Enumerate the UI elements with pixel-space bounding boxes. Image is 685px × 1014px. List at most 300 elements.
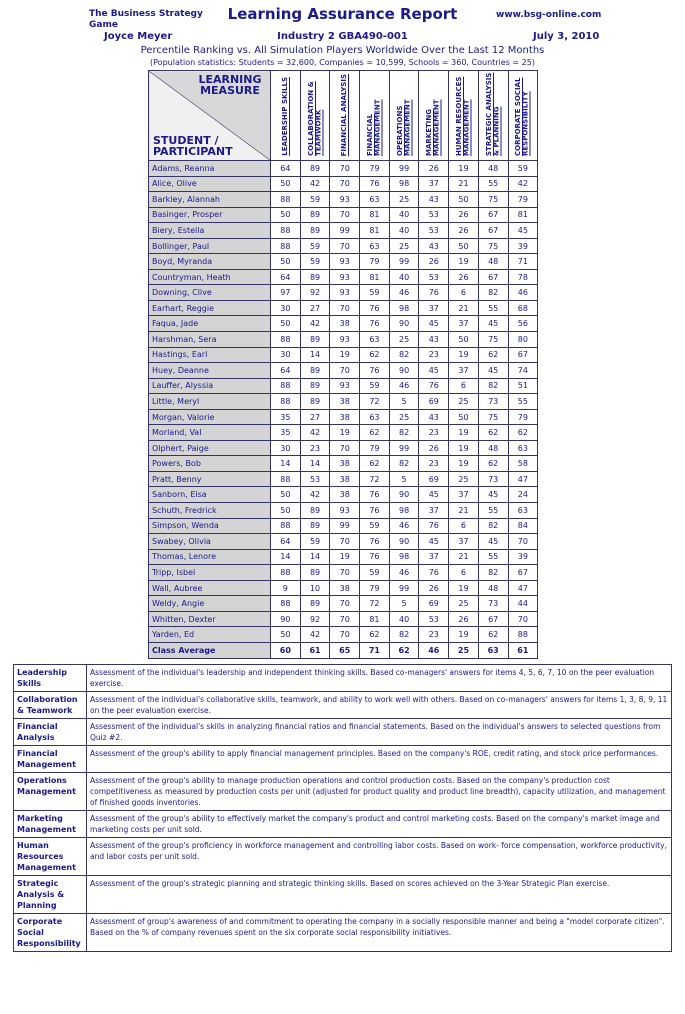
score-cell: 82 <box>389 627 419 643</box>
score-cell: 65 <box>330 642 360 658</box>
score-cell: 67 <box>478 207 508 223</box>
score-cell: 89 <box>300 565 330 581</box>
score-cell: 19 <box>449 254 479 270</box>
score-cell: 47 <box>508 580 538 596</box>
score-cell: 42 <box>300 316 330 332</box>
score-cell: 59 <box>300 254 330 270</box>
score-cell: 14 <box>271 549 301 565</box>
table-row <box>149 580 538 596</box>
table-row <box>149 596 538 612</box>
table-row <box>149 254 538 270</box>
score-cell: 82 <box>478 565 508 581</box>
student-name: Earhart, Reggie <box>149 300 271 316</box>
definition-term: Strategic Analysis & Planning <box>14 876 87 914</box>
score-cell: 38 <box>330 409 360 425</box>
score-cell: 99 <box>389 440 419 456</box>
score-cell: 46 <box>419 642 449 658</box>
table-row <box>149 565 538 581</box>
table-row <box>149 518 538 534</box>
table-row <box>149 363 538 379</box>
score-cell: 75 <box>478 332 508 348</box>
industry-label: Industry 2 GBA490-001 <box>277 31 408 42</box>
score-cell: 82 <box>389 456 419 472</box>
student-name: Little, Meryl <box>149 394 271 410</box>
table-row <box>149 300 538 316</box>
score-cell: 43 <box>419 332 449 348</box>
score-cell: 14 <box>271 456 301 472</box>
score-cell: 89 <box>300 518 330 534</box>
score-cell: 25 <box>389 409 419 425</box>
column-header-label: FINANCIAL MANAGEMENT <box>365 99 382 156</box>
score-cell: 82 <box>478 378 508 394</box>
column-header <box>389 71 419 161</box>
column-header-label: HUMAN RESOURCES MANAGEMENT <box>454 76 471 156</box>
score-cell: 59 <box>300 238 330 254</box>
score-cell: 89 <box>300 207 330 223</box>
player-name: Joyce Meyer <box>104 31 173 42</box>
score-cell: 72 <box>360 596 390 612</box>
table-row <box>149 269 538 285</box>
score-cell: 26 <box>449 611 479 627</box>
score-cell: 70 <box>330 534 360 550</box>
score-cell: 26 <box>419 580 449 596</box>
score-cell: 99 <box>389 161 419 177</box>
score-cell: 19 <box>449 161 479 177</box>
score-cell: 37 <box>419 503 449 519</box>
score-cell: 76 <box>360 363 390 379</box>
score-cell: 76 <box>360 176 390 192</box>
score-cell: 62 <box>478 627 508 643</box>
score-cell: 88 <box>271 518 301 534</box>
score-cell: 50 <box>271 207 301 223</box>
score-cell: 40 <box>389 223 419 239</box>
score-cell: 88 <box>271 596 301 612</box>
column-header-label: COLLABORATION & TEAMWORK <box>306 81 323 156</box>
score-cell: 50 <box>449 332 479 348</box>
score-cell: 97 <box>271 285 301 301</box>
score-cell: 59 <box>360 565 390 581</box>
student-name: Bollinger, Paul <box>149 238 271 254</box>
definition-term: Human Resources Management <box>14 838 87 876</box>
score-cell: 19 <box>330 549 360 565</box>
student-name: Boyd, Myranda <box>149 254 271 270</box>
score-cell: 62 <box>389 642 419 658</box>
score-cell: 76 <box>360 534 390 550</box>
score-cell: 26 <box>449 223 479 239</box>
table-row <box>149 456 538 472</box>
score-cell: 63 <box>478 642 508 658</box>
score-cell: 88 <box>271 378 301 394</box>
column-header <box>478 71 508 161</box>
student-name: Yarden, Ed <box>149 627 271 643</box>
table-row <box>149 285 538 301</box>
table-row <box>149 440 538 456</box>
score-cell: 90 <box>271 611 301 627</box>
student-name: Powers, Bob <box>149 456 271 472</box>
score-cell: 26 <box>449 269 479 285</box>
score-cell: 59 <box>360 378 390 394</box>
score-cell: 37 <box>449 316 479 332</box>
score-cell: 64 <box>271 161 301 177</box>
score-cell: 88 <box>508 627 538 643</box>
student-name: Faqua, Jade <box>149 316 271 332</box>
score-cell: 76 <box>419 378 449 394</box>
score-cell: 70 <box>330 627 360 643</box>
score-cell: 72 <box>360 471 390 487</box>
score-cell: 58 <box>508 456 538 472</box>
score-cell: 88 <box>271 565 301 581</box>
score-cell: 46 <box>389 378 419 394</box>
score-cell: 93 <box>330 269 360 285</box>
score-cell: 76 <box>360 503 390 519</box>
score-cell: 82 <box>389 347 419 363</box>
score-cell: 78 <box>508 269 538 285</box>
score-cell: 19 <box>449 425 479 441</box>
score-cell: 27 <box>300 300 330 316</box>
score-cell: 92 <box>300 285 330 301</box>
score-cell: 89 <box>300 596 330 612</box>
score-cell: 59 <box>360 518 390 534</box>
score-cell: 74 <box>508 363 538 379</box>
column-header <box>330 71 360 161</box>
score-cell: 76 <box>360 316 390 332</box>
score-cell: 98 <box>389 176 419 192</box>
score-cell: 89 <box>300 269 330 285</box>
score-cell: 75 <box>478 409 508 425</box>
score-cell: 19 <box>449 347 479 363</box>
score-cell: 56 <box>508 316 538 332</box>
score-cell: 98 <box>389 549 419 565</box>
score-cell: 53 <box>419 207 449 223</box>
student-name: Pratt, Benny <box>149 471 271 487</box>
score-cell: 19 <box>449 627 479 643</box>
student-name: Weldy, Angie <box>149 596 271 612</box>
score-cell: 30 <box>271 300 301 316</box>
header-row <box>149 71 538 161</box>
score-cell: 82 <box>478 285 508 301</box>
score-cell: 23 <box>419 627 449 643</box>
score-cell: 76 <box>360 487 390 503</box>
score-cell: 25 <box>389 238 419 254</box>
score-cell: 64 <box>271 269 301 285</box>
score-cell: 61 <box>508 642 538 658</box>
definition-text: Assessment of the individual's collaborative skills, teamwork, and ability to work well with others. Based on co-managers' answers for items 1, 3, 8, 9, 11 on the peer evaluation exercise. <box>87 692 672 719</box>
score-cell: 55 <box>478 503 508 519</box>
score-cell: 63 <box>360 332 390 348</box>
table-row <box>149 471 538 487</box>
score-cell: 73 <box>478 394 508 410</box>
definition-text: Assessment of the individual's leadership and independent thinking skills. Based co-managers' answers for items 4, 5, 6, 7, 10 on the peer evaluation exercise. <box>87 665 672 692</box>
definition-text: Assessment of the group's ability to effectively market the company's product and control marketing costs. Based on the company's market image and marketing costs per unit sold. <box>87 811 672 838</box>
score-cell: 23 <box>300 440 330 456</box>
table-row <box>149 316 538 332</box>
score-cell: 67 <box>478 269 508 285</box>
definition-term: Collaboration & Teamwork <box>14 692 87 719</box>
score-cell: 25 <box>449 596 479 612</box>
score-cell: 37 <box>419 549 449 565</box>
score-cell: 92 <box>300 611 330 627</box>
score-cell: 68 <box>508 300 538 316</box>
definition-term: Financial Analysis <box>14 719 87 746</box>
table-row <box>149 394 538 410</box>
definition-row <box>14 876 672 914</box>
report-date: July 3, 2010 <box>533 31 600 42</box>
score-cell: 35 <box>271 425 301 441</box>
definitions-table <box>13 664 672 952</box>
score-cell: 45 <box>478 363 508 379</box>
score-cell: 55 <box>478 300 508 316</box>
definition-row <box>14 719 672 746</box>
score-cell: 50 <box>449 192 479 208</box>
score-cell: 40 <box>389 269 419 285</box>
score-cell: 55 <box>478 176 508 192</box>
score-cell: 89 <box>300 363 330 379</box>
scores-table-body <box>149 161 538 659</box>
score-cell: 80 <box>508 332 538 348</box>
student-name: Huey, Deanne <box>149 363 271 379</box>
score-cell: 53 <box>419 611 449 627</box>
score-cell: 89 <box>300 503 330 519</box>
score-cell: 82 <box>389 425 419 441</box>
score-cell: 14 <box>300 549 330 565</box>
score-cell: 79 <box>360 440 390 456</box>
score-cell: 46 <box>389 518 419 534</box>
score-cell: 37 <box>449 487 479 503</box>
score-cell: 70 <box>508 534 538 550</box>
table-row <box>149 425 538 441</box>
score-cell: 19 <box>449 580 479 596</box>
score-cell: 19 <box>449 456 479 472</box>
definition-text: Assessment of the group's proficiency in workforce management and controlling labor costs. Based on work- force compensation, workforce productivity, and labor costs per unit sold. <box>87 838 672 876</box>
score-cell: 23 <box>419 347 449 363</box>
website-url[interactable]: www.bsg-online.com <box>496 10 602 20</box>
score-cell: 71 <box>508 254 538 270</box>
column-header <box>271 71 301 161</box>
student-name: Morgan, Valorie <box>149 409 271 425</box>
score-cell: 99 <box>330 518 360 534</box>
student-name: Morland, Val <box>149 425 271 441</box>
score-cell: 25 <box>389 332 419 348</box>
score-cell: 81 <box>360 223 390 239</box>
student-name: Simpson, Wenda <box>149 518 271 534</box>
table-row <box>149 207 538 223</box>
column-header <box>449 71 479 161</box>
table-row <box>149 192 538 208</box>
score-cell: 39 <box>508 238 538 254</box>
score-cell: 45 <box>478 534 508 550</box>
column-header-label: CORPORATE SOCIAL RESPONSIBILITY <box>514 77 530 156</box>
score-cell: 38 <box>330 471 360 487</box>
score-cell: 6 <box>449 285 479 301</box>
class-average-row <box>149 642 538 658</box>
score-cell: 88 <box>271 471 301 487</box>
score-cell: 67 <box>478 223 508 239</box>
score-cell: 46 <box>389 285 419 301</box>
score-cell: 63 <box>508 503 538 519</box>
score-cell: 5 <box>389 471 419 487</box>
column-header <box>508 71 538 161</box>
definition-term: Marketing Management <box>14 811 87 838</box>
score-cell: 5 <box>389 596 419 612</box>
score-cell: 48 <box>478 254 508 270</box>
score-cell: 70 <box>330 300 360 316</box>
score-cell: 45 <box>419 316 449 332</box>
definition-row <box>14 811 672 838</box>
table-row <box>149 534 538 550</box>
score-cell: 50 <box>271 316 301 332</box>
score-cell: 99 <box>389 580 419 596</box>
score-cell: 19 <box>330 347 360 363</box>
score-cell: 70 <box>330 596 360 612</box>
score-cell: 76 <box>360 300 390 316</box>
score-cell: 81 <box>360 611 390 627</box>
score-cell: 81 <box>508 207 538 223</box>
score-cell: 42 <box>300 176 330 192</box>
score-cell: 70 <box>330 176 360 192</box>
score-cell: 88 <box>271 192 301 208</box>
report-subtitle: Percentile Ranking vs. All Simulation Players Worldwide Over the Last 12 Months <box>140 45 545 56</box>
score-cell: 60 <box>271 642 301 658</box>
student-name: Sanborn, Elsa <box>149 487 271 503</box>
score-cell: 46 <box>508 285 538 301</box>
table-row <box>149 409 538 425</box>
score-cell: 50 <box>271 176 301 192</box>
score-cell: 72 <box>360 394 390 410</box>
score-cell: 89 <box>300 332 330 348</box>
score-cell: 42 <box>300 627 330 643</box>
score-cell: 63 <box>360 238 390 254</box>
table-corner-header <box>149 71 271 161</box>
score-cell: 89 <box>300 223 330 239</box>
score-cell: 27 <box>300 409 330 425</box>
table-row <box>149 176 538 192</box>
score-cell: 40 <box>389 207 419 223</box>
column-header-label: OPERATIONS MANAGEMENT <box>395 99 412 156</box>
learning-measure-label: LEARNING MEASURE <box>198 73 262 97</box>
score-cell: 50 <box>449 409 479 425</box>
student-name: Whitten, Dexter <box>149 611 271 627</box>
score-cell: 53 <box>300 471 330 487</box>
score-cell: 10 <box>300 580 330 596</box>
definition-term: Corporate Social Responsibility <box>14 914 87 952</box>
score-cell: 79 <box>360 254 390 270</box>
score-cell: 19 <box>330 425 360 441</box>
score-cell: 81 <box>360 269 390 285</box>
column-header-label: FINANCIAL ANALYSIS <box>339 73 348 156</box>
score-cell: 62 <box>478 347 508 363</box>
score-cell: 38 <box>330 580 360 596</box>
score-cell: 5 <box>389 394 419 410</box>
score-cell: 70 <box>330 363 360 379</box>
score-cell: 89 <box>300 394 330 410</box>
student-name: Swabey, Olivia <box>149 534 271 550</box>
score-cell: 45 <box>478 316 508 332</box>
scores-table <box>148 70 538 659</box>
table-row <box>149 627 538 643</box>
score-cell: 63 <box>360 192 390 208</box>
score-cell: 42 <box>300 487 330 503</box>
score-cell: 63 <box>508 440 538 456</box>
column-header-label: STRATEGIC ANALYSIS & PLANNING <box>484 72 501 156</box>
student-name: Tripp, Isbel <box>149 565 271 581</box>
score-cell: 90 <box>389 487 419 503</box>
score-cell: 26 <box>419 254 449 270</box>
student-name: Barkley, Alannah <box>149 192 271 208</box>
score-cell: 43 <box>419 238 449 254</box>
column-header <box>360 71 390 161</box>
score-cell: 24 <box>508 487 538 503</box>
definition-text: Assessment of the group's strategic planning and strategic thinking skills. Based on scores achieved on the 3-Year Strategic Plan exercise. <box>87 876 672 914</box>
score-cell: 48 <box>478 161 508 177</box>
score-cell: 62 <box>478 425 508 441</box>
score-cell: 99 <box>330 223 360 239</box>
score-cell: 90 <box>389 316 419 332</box>
score-cell: 76 <box>419 565 449 581</box>
student-name: Basinger, Prosper <box>149 207 271 223</box>
score-cell: 79 <box>508 192 538 208</box>
definition-row <box>14 914 672 952</box>
column-header-label: LEADERSHIP SKILLS <box>280 77 289 156</box>
score-cell: 45 <box>419 363 449 379</box>
score-cell: 47 <box>508 471 538 487</box>
score-cell: 50 <box>449 238 479 254</box>
score-cell: 88 <box>271 332 301 348</box>
score-cell: 43 <box>419 192 449 208</box>
score-cell: 25 <box>449 642 479 658</box>
score-cell: 50 <box>271 627 301 643</box>
score-cell: 25 <box>449 394 479 410</box>
score-cell: 76 <box>419 285 449 301</box>
score-cell: 51 <box>508 378 538 394</box>
column-header-label: MARKETING MANAGEMENT <box>425 99 441 156</box>
definition-term: Leadership Skills <box>14 665 87 692</box>
student-name: Wall, Aubree <box>149 580 271 596</box>
student-name: Olphert, Paige <box>149 440 271 456</box>
score-cell: 59 <box>300 192 330 208</box>
student-name: Downing, Clive <box>149 285 271 301</box>
student-name: Adams, Reanna <box>149 161 271 177</box>
score-cell: 79 <box>508 409 538 425</box>
score-cell: 70 <box>330 207 360 223</box>
score-cell: 79 <box>360 161 390 177</box>
student-name: Alice, Olive <box>149 176 271 192</box>
score-cell: 45 <box>478 487 508 503</box>
column-header <box>300 71 330 161</box>
score-cell: 37 <box>419 176 449 192</box>
score-cell: 89 <box>300 378 330 394</box>
score-cell: 98 <box>389 503 419 519</box>
score-cell: 45 <box>508 223 538 239</box>
score-cell: 99 <box>389 254 419 270</box>
score-cell: 42 <box>508 176 538 192</box>
score-cell: 62 <box>478 456 508 472</box>
score-cell: 23 <box>419 425 449 441</box>
score-cell: 26 <box>419 440 449 456</box>
score-cell: 69 <box>419 471 449 487</box>
score-cell: 30 <box>271 347 301 363</box>
score-cell: 70 <box>330 565 360 581</box>
score-cell: 46 <box>389 565 419 581</box>
score-cell: 59 <box>360 285 390 301</box>
score-cell: 42 <box>300 425 330 441</box>
score-cell: 70 <box>508 611 538 627</box>
score-cell: 73 <box>478 471 508 487</box>
score-cell: 44 <box>508 596 538 612</box>
table-row <box>149 238 538 254</box>
score-cell: 70 <box>330 440 360 456</box>
score-cell: 93 <box>330 285 360 301</box>
score-cell: 63 <box>360 409 390 425</box>
